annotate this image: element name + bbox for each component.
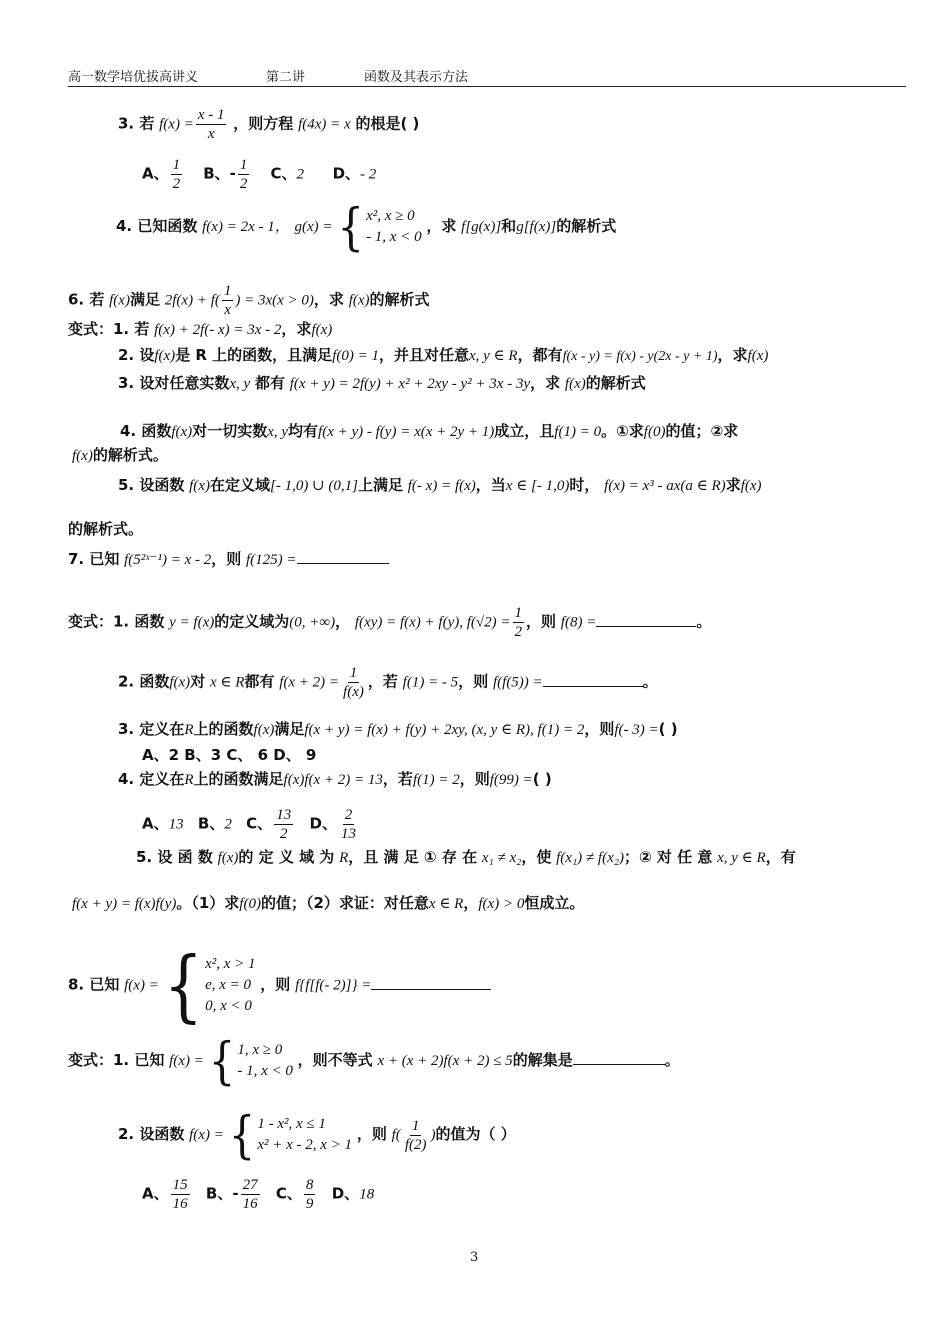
v7-3-eq: f(x + y) = f(x) + f(y) + 2xy, (x, y ∈ R), f(1) = 2 <box>304 722 585 738</box>
v8-1-text2: ，则不等式 <box>297 1051 373 1069</box>
q6-text4: 的解析式 <box>369 290 430 309</box>
v6-4-j: f(x) <box>72 448 93 464</box>
v8-1-text3: 的解集是 <box>512 1051 573 1069</box>
v7-1-eq: f(xy) = f(x) + f(y), f(√2) = <box>354 614 511 631</box>
q4-case-2: - 1, x < 0 <box>366 229 422 245</box>
v8-2-option-c: C、 <box>275 1184 302 1203</box>
v8-1-case-1: 1, x ≥ 0 <box>237 1042 283 1058</box>
v7-2-text3: 都有 <box>244 672 275 691</box>
v6-4-e: f(1) = 0 <box>554 424 602 440</box>
v6-2-text5: ，求 <box>717 346 748 364</box>
v7-3-R: R <box>184 722 194 738</box>
v7-5-text5: ；② 对 任 意 <box>623 848 713 866</box>
v6-3-xy: x, y <box>229 376 251 392</box>
v7-5-n: x ∈ R <box>428 896 464 912</box>
variant-6-1 <box>68 318 332 341</box>
v7-4-text: 4. 定义在 <box>118 770 185 788</box>
v7-1-end: 。 <box>696 612 712 631</box>
v6-5-text: 5. 设函数 <box>118 476 185 494</box>
q4-case-1: x², x ≥ 0 <box>366 208 415 224</box>
v8-2-option-d: D、 <box>331 1184 360 1203</box>
v7-5-text2: 的 定 义 域 为 <box>238 848 335 866</box>
v7-4-options <box>142 806 360 843</box>
q4-piecewise: { x², x ≥ 0 - 1, x < 0 <box>337 197 422 256</box>
v7-5-text4: ，使 <box>521 848 552 866</box>
v7-2-num: 1 <box>349 665 358 681</box>
q8-piecewise: { x², x > 1 e, x = 0 0, x < 0 <box>163 939 256 1031</box>
v7-2-g: f(1) = - 5 <box>402 674 459 691</box>
v7-5-l: f(0) <box>239 896 261 912</box>
variant-6-5-cont <box>68 518 143 540</box>
v6-3-text: 3. 设对任意实数 <box>118 374 230 392</box>
q7-eq: f(5²ˣ⁻¹) = x - 2 <box>124 552 212 568</box>
v6-4-text7: 的解析式。 <box>92 446 168 464</box>
v8-2-c-num: 8 <box>305 1177 314 1193</box>
q3-options <box>142 156 376 193</box>
v6-3-text2: 都有 <box>254 374 285 392</box>
q3-a-den: 2 <box>172 176 181 192</box>
q8-text2: ，则 <box>260 975 291 994</box>
q3-den: x <box>207 126 215 142</box>
v6-5-int: x ∈ [- 1,0) <box>505 478 570 494</box>
v6-5-eq: f(- x) = f(x) <box>407 478 476 494</box>
q8-case-2: e, x = 0 <box>205 977 251 993</box>
v7-3-paren: ( ) <box>658 720 678 738</box>
v7-5-text: 5. 设 函 数 <box>136 848 213 866</box>
v8-2-options <box>142 1176 374 1213</box>
v6-1-text: 变式：1. 若 <box>68 320 150 338</box>
v7-2-f: f(x) <box>169 674 191 691</box>
v6-2-h: f(x - y) = f(x) - y(2x - y + 1) <box>562 349 718 364</box>
v8-2-num: 1 <box>411 1117 420 1134</box>
v8-2-d-value: 18 <box>359 1186 375 1203</box>
v7-1-f: f(8) = <box>560 614 597 631</box>
v7-4-c-num: 13 <box>276 807 292 823</box>
v6-4-text5: 。①求 <box>601 422 644 440</box>
v7-4-text3: ，若 <box>382 770 413 788</box>
v7-2-frac <box>341 664 366 701</box>
v8-2-c-den: 9 <box>305 1196 314 1212</box>
v7-2-end: 。 <box>642 672 658 691</box>
q6-den: x <box>224 302 231 318</box>
q8-f: f(x) = <box>124 977 159 994</box>
v8-2-a-num: 15 <box>172 1177 188 1193</box>
v6-4-f: f(x) <box>171 424 193 440</box>
v7-1-answer-blank[interactable] <box>596 612 696 627</box>
header-course: 高一数学培优拔高讲义 <box>68 70 199 85</box>
v7-4-paren: ( ) <box>532 770 552 788</box>
q3-num: x - 1 <box>197 107 225 123</box>
v6-3-f: f(x) <box>564 376 586 392</box>
v7-2-text4: ，若 <box>367 672 398 691</box>
q4-and: 和 <box>501 217 517 235</box>
v6-3-eq: f(x + y) = 2f(y) + x² + 2xy - y² + 3x - 3y <box>289 376 531 392</box>
v6-1-text2: ，求 <box>281 320 312 338</box>
q3-b-num: 1 <box>239 157 248 173</box>
v7-1-frac <box>513 604 525 641</box>
v6-2-text2: 是 R 上的函数，且满足 <box>175 346 333 364</box>
v7-4-d: f(1) = 2 <box>412 772 460 788</box>
v8-1-case-2: - 1, x < 0 <box>237 1063 293 1079</box>
v6-1-eq: f(x) + 2f(- x) = 3x - 2 <box>154 322 282 338</box>
v7-1-y: y = f(x) <box>169 614 215 631</box>
v6-3-text3: ，求 <box>530 374 561 392</box>
v7-1-dom: (0, +∞) <box>289 614 336 631</box>
v6-2-e: x, y ∈ R <box>468 348 518 364</box>
question-4 <box>116 197 617 256</box>
v7-5-R: R <box>339 850 349 866</box>
v7-4-g: f(99) = <box>489 772 533 788</box>
q6-text2: 满足 <box>129 290 160 309</box>
v6-1-f: f(x) <box>311 322 333 338</box>
v6-2-f: f(x) <box>154 348 176 364</box>
v6-5-text7: 的解析式。 <box>68 520 144 538</box>
v7-5-text9: ， <box>463 894 479 912</box>
v6-5-f: f(x) <box>189 478 210 494</box>
q4-text3: 的解析式 <box>556 217 617 235</box>
v7-3-text4: ，则 <box>584 720 615 738</box>
v6-4-text2: 对一切实数 <box>192 422 268 440</box>
v7-3-text3: 满足 <box>274 720 305 738</box>
v8-2-text: 2. 设函数 <box>118 1125 185 1143</box>
v8-1-answer-blank[interactable] <box>573 1050 665 1065</box>
v7-1-text2: 的定义域为 <box>214 612 290 631</box>
v7-3-e: f(- 3) = <box>614 722 659 738</box>
v7-1-text3: ， <box>335 612 351 631</box>
v7-5-f: f(x) <box>217 850 239 866</box>
v8-2-f: f(x) = <box>189 1127 224 1143</box>
v7-5-text3: ，且 满 足 ① 存 在 <box>348 848 478 866</box>
q3-b-frac <box>238 156 250 193</box>
v7-4-R: R <box>184 772 194 788</box>
q3-option-c: C、 <box>270 164 297 183</box>
v7-5-p: f(x) > 0 <box>478 896 525 912</box>
variant-8-1 <box>68 1031 680 1090</box>
v7-4-text2: 上的函数满足 <box>193 770 284 788</box>
v6-4-xy: x, y <box>267 424 289 440</box>
v8-2-den: f(2) <box>404 1136 427 1153</box>
v7-4-option-c: C、 <box>246 814 273 833</box>
v8-2-option-b: B、- <box>205 1184 239 1203</box>
variant-6-3 <box>118 372 646 395</box>
v8-2-piecewise: { 1 - x², x ≤ 1 x² + x - 2, x > 1 <box>228 1105 353 1164</box>
v8-2-b-num: 27 <box>242 1177 258 1193</box>
v6-5-text2: 在定义域 <box>209 476 270 494</box>
v8-2-case-2: x² + x - 2, x > 1 <box>257 1137 353 1153</box>
v7-5-text8: 的值；（2）求证：对任意 <box>260 894 429 912</box>
v8-1-f: f(x) = <box>169 1053 204 1069</box>
v7-5-h: x, y ∈ R <box>717 850 766 866</box>
q6-f2: f(x) <box>348 292 370 309</box>
q3-c-value: 2 <box>296 166 304 183</box>
v8-2-case-1: 1 - x², x ≤ 1 <box>257 1116 326 1132</box>
q4-gf: g[f(x)] <box>516 219 557 235</box>
q7-answer-blank[interactable] <box>297 549 389 564</box>
q4-text2: ，求 <box>426 217 457 235</box>
variant-7-3 <box>118 718 678 741</box>
v6-2-j: f(x) <box>747 348 769 364</box>
q3-option-d: D、 <box>332 164 361 183</box>
v7-2-text5: ，则 <box>458 672 489 691</box>
v6-5-fx: f(x) = x³ - ax(a ∈ R) <box>604 478 726 494</box>
v6-4-text4: 成立，且 <box>494 422 555 440</box>
v7-1-text: 变式：1. 函数 <box>68 612 165 631</box>
v8-2-c-frac <box>304 1176 316 1213</box>
q3-option-a: A、 <box>142 164 169 183</box>
v6-4-text6: 的值；②求 <box>665 422 739 440</box>
q3-fraction <box>196 106 227 143</box>
v7-5-j: f(x + y) = f(x)f(y) <box>72 896 177 912</box>
v7-2-den: f(x) <box>343 684 364 700</box>
v7-3-options: A、2 B、3 C、 6 D、 9 <box>142 746 317 764</box>
q6-frac <box>222 282 234 319</box>
v7-5-x: x₁ ≠ x₂ <box>481 850 522 866</box>
v7-2-i: f(f(5)) = <box>492 674 543 691</box>
q6-eq1: 2f(x) + f( <box>164 292 220 309</box>
v6-5-text4: ，当 <box>475 476 506 494</box>
header-topic: 函数及其表示方法 <box>364 70 469 85</box>
v7-5-text6: ，有 <box>765 848 796 866</box>
q6-text3: ，求 <box>313 290 344 309</box>
v7-1-num: 1 <box>514 605 522 621</box>
v7-2-x: x ∈ R <box>209 674 245 691</box>
v7-4-d-frac <box>339 806 358 843</box>
v7-4-d-den: 13 <box>340 826 356 842</box>
v6-4-text: 4. 函数 <box>120 422 172 440</box>
v7-4-a-value: 13 <box>168 816 184 833</box>
v7-4-option-a: A、 <box>142 814 169 833</box>
v8-2-eq2: ) <box>430 1127 436 1143</box>
page-number: 3 <box>470 1250 479 1265</box>
q8-answer-blank[interactable] <box>371 975 491 990</box>
q6-f: f(x) <box>109 292 130 309</box>
variant-8-2 <box>118 1105 516 1164</box>
v7-2-eq: f(x + 2) = <box>279 674 340 691</box>
q6-eq2: ) = 3x(x > 0) <box>235 292 314 309</box>
v7-4-text4: ，则 <box>459 770 490 788</box>
q4-fg: f[g(x)] <box>461 219 502 235</box>
variant-6-4 <box>120 420 738 443</box>
v6-2-c: f(0) = 1 <box>332 348 379 364</box>
v8-1-piecewise: { 1, x ≥ 0 - 1, x < 0 <box>208 1031 293 1090</box>
header-lecture: 第二讲 <box>266 70 306 85</box>
q7-text: 7. 已知 <box>68 550 120 568</box>
page-header <box>68 64 906 87</box>
variant-7-4 <box>118 768 552 791</box>
q3-func: f(x) = <box>159 116 194 133</box>
v8-2-text3: 的值为（ ） <box>435 1125 516 1143</box>
v8-2-option-a: A、 <box>142 1184 169 1203</box>
q3-text: 3. 若 <box>118 114 155 133</box>
v6-4-eq: f(x + y) - f(y) = x(x + 2y + 1) <box>318 424 495 440</box>
question-7 <box>68 548 389 571</box>
v6-5-text3: 上满足 <box>357 476 403 494</box>
q7-c: f(125) = <box>246 552 297 568</box>
v7-5-e: f(x₁) ≠ f(x₂) <box>556 850 624 866</box>
v7-4-c-den: 2 <box>279 826 288 842</box>
v8-2-a-frac <box>171 1176 190 1213</box>
v7-5-text10: 恒成立。 <box>524 894 585 912</box>
v7-1-text4: ，则 <box>526 612 557 631</box>
v7-4-eq: f(x)f(x + 2) = 13 <box>283 772 383 788</box>
q8-text: 8. 已知 <box>68 975 120 994</box>
v6-4-h: f(0) <box>643 424 666 440</box>
q3-equation: f(4x) = x <box>298 116 351 133</box>
v6-4-text3: 均有 <box>288 422 319 440</box>
v8-2-eq1: f( <box>391 1127 401 1143</box>
q4-f: f(x) = 2x - 1， <box>202 219 290 235</box>
v8-2-b-den: 16 <box>242 1196 258 1212</box>
q7-text2: ，则 <box>211 550 242 568</box>
v7-3-f: f(x) <box>253 722 275 738</box>
q6-num: 1 <box>223 283 232 299</box>
variant-6-2 <box>118 344 768 368</box>
v8-2-a-den: 16 <box>172 1196 188 1212</box>
v7-3-text2: 上的函数 <box>193 720 254 738</box>
v8-2-frac <box>403 1117 429 1154</box>
v7-4-option-b: B、 <box>197 814 225 833</box>
v6-5-text5: 时， <box>569 476 600 494</box>
v8-2-text2: ，则 <box>356 1125 387 1143</box>
v7-2-text: 2. 函数 <box>118 672 170 691</box>
question-6 <box>68 282 430 319</box>
v8-1-end: 。 <box>664 1051 680 1069</box>
q3-a-frac <box>171 156 183 193</box>
q3-b-den: 2 <box>239 176 248 192</box>
v7-4-b-value: 2 <box>224 816 232 833</box>
question-3 <box>118 106 419 143</box>
variant-7-5 <box>136 846 796 869</box>
v6-2-text4: ，都有 <box>517 346 563 364</box>
v8-1-eq: x + (x + 2)f(x + 2) ≤ 5 <box>377 1053 513 1069</box>
v6-3-text4: 的解析式 <box>585 374 646 392</box>
v7-4-c-frac <box>274 806 293 843</box>
v6-5-h: f(x) <box>740 478 762 494</box>
v6-5-dom: [- 1,0) ∪ (0,1] <box>269 478 358 494</box>
v6-5-text6: 求 <box>725 476 741 494</box>
v7-4-option-d: D、 <box>309 814 337 833</box>
variant-7-1 <box>68 604 711 641</box>
q3-option-b: B、- <box>203 164 236 183</box>
v8-2-b-frac <box>241 1176 260 1213</box>
q4-text: 4. 已知函数 <box>116 217 198 235</box>
v8-1-text: 变式：1. 已知 <box>68 1051 165 1069</box>
q3-d-value: - 2 <box>360 166 377 183</box>
variant-7-5-cont <box>72 892 584 915</box>
v7-4-d-num: 2 <box>344 807 353 823</box>
v7-3-text: 3. 定义在 <box>118 720 185 738</box>
v7-2-text2: 对 <box>190 672 206 691</box>
q8-eq: f{f[f(- 2)]} = <box>295 977 372 994</box>
v6-2-text3: ，并且对任意 <box>378 346 469 364</box>
variant-6-4-cont <box>72 444 168 467</box>
q8-case-3: 0, x < 0 <box>205 998 252 1014</box>
variant-6-5 <box>118 474 762 497</box>
question-8 <box>68 939 491 1031</box>
v7-2-answer-blank[interactable] <box>543 672 643 687</box>
q3-text2: ，则方程 <box>233 114 294 133</box>
q6-text: 6. 若 <box>68 290 105 309</box>
v7-5-text7: 。（1）求 <box>176 894 240 912</box>
q3-text3: 的根是( ) <box>355 114 420 133</box>
v6-2-text: 2. 设 <box>118 346 155 364</box>
q3-a-num: 1 <box>172 157 181 173</box>
q8-case-1: x², x > 1 <box>205 956 256 972</box>
variant-7-2 <box>118 664 658 701</box>
v7-1-den: 2 <box>514 624 522 640</box>
q4-g: g(x) = <box>294 219 333 235</box>
